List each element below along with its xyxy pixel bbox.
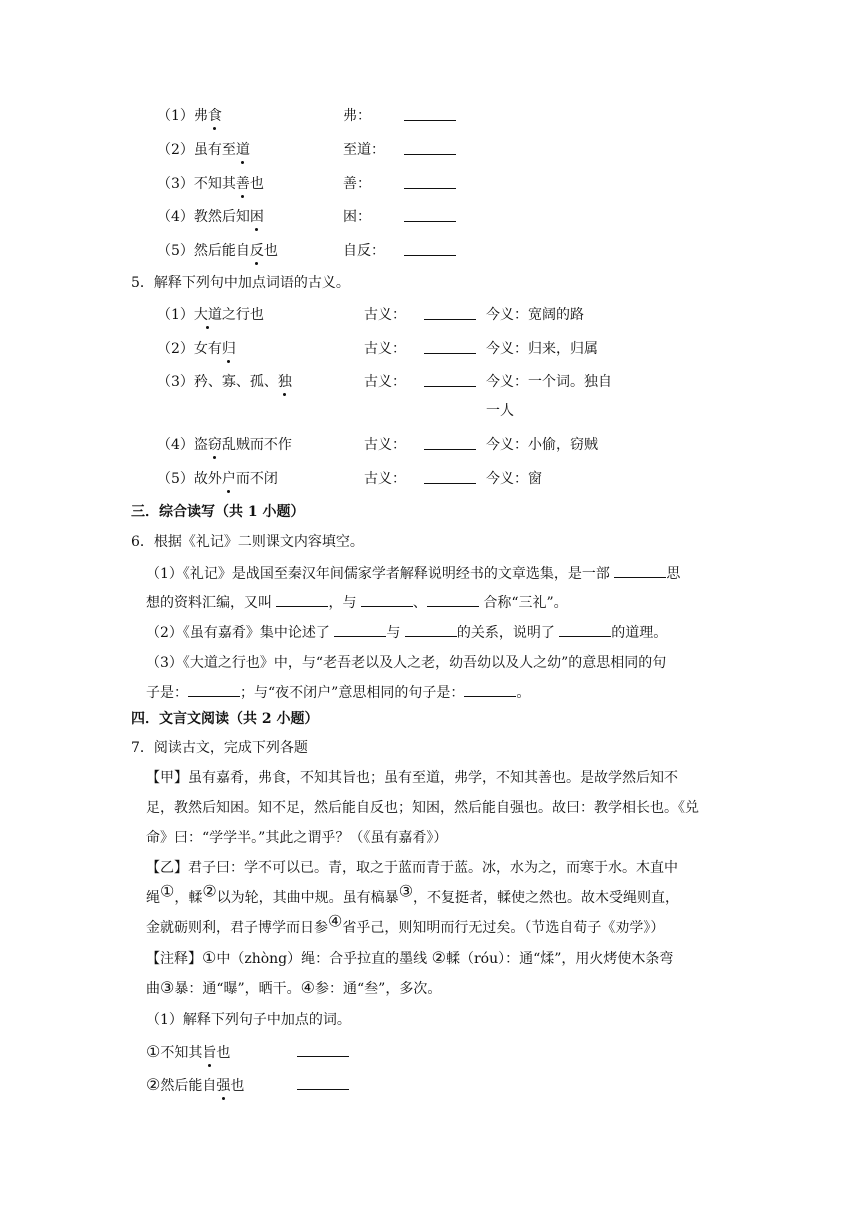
item-text: 女有	[193, 341, 222, 357]
item-text: 弗	[193, 108, 208, 124]
item-num: （2）	[157, 341, 194, 357]
jin-meaning: 今义：一个词。独自	[486, 374, 612, 390]
q6-title: 6．根据《礼记》二则课文内容填空。	[131, 534, 364, 550]
gu-label: 古义：	[364, 437, 406, 453]
q6-part1-line2: 想的资料汇编，又叫 ，与 、 合称“三礼”。	[146, 592, 568, 613]
jin-meaning: 今义：窗	[486, 471, 542, 487]
q5-item-2	[157, 339, 236, 359]
section-heading: 三．综合读写（共 1 小题）	[131, 504, 305, 520]
note-marker: ①	[160, 881, 175, 901]
item-num: （4）	[157, 209, 194, 225]
q4-word-4: 困：	[343, 209, 371, 225]
answer-blank[interactable]	[614, 563, 666, 578]
jin-meaning: 今义：宽阔的路	[486, 307, 584, 323]
answer-blank[interactable]	[188, 682, 240, 697]
answer-blank[interactable]	[424, 339, 476, 354]
item-num: （3）	[157, 374, 194, 390]
jin-meaning: 今义：小偷，窃贼	[486, 437, 598, 453]
dotted-word: 窃	[207, 437, 222, 453]
q4-word-2: 至道：	[343, 142, 385, 158]
item-text: 矜、寡、孤、	[193, 374, 278, 390]
passage-jia-line1: 【甲】虽有嘉肴，弗食，不知其旨也；虽有至道，弗学，不知其善也。是故学然后知不	[146, 770, 678, 786]
item-text: 故外	[193, 471, 222, 487]
note-marker: ①	[202, 948, 217, 967]
sub-question-1: （1）解释下列句子中加点的词。	[146, 1012, 351, 1028]
passage-jia-line3: 命》曰：“学学半。”其此之谓乎？（《虽有嘉肴》）	[146, 830, 448, 846]
q5-item-4	[157, 435, 292, 455]
item-num: （2）	[157, 142, 194, 158]
answer-blank[interactable]	[297, 1075, 349, 1090]
notes-line2: 曲③暴：通“曝”，晒干。④参：通“叁”，多次。	[146, 978, 442, 997]
dotted-word: 食	[207, 108, 222, 124]
item-num: （3）	[157, 176, 194, 192]
item-num: （1）	[157, 108, 194, 124]
q7-item-1: ①不知其旨也	[146, 1042, 231, 1061]
item-num: （5）	[157, 243, 194, 259]
answer-blank[interactable]	[405, 622, 457, 637]
answer-blank[interactable]	[334, 622, 386, 637]
item-text: 盗	[193, 437, 208, 453]
note-marker: ④	[328, 911, 343, 931]
passage-jia-line2: 足，教然后知困。知不足，然后能自反也；知困，然后能自强也。故曰：教学相长也。《兑	[146, 800, 699, 816]
q7-title: 7．阅读古文，完成下列各题	[131, 740, 308, 756]
answer-blank[interactable]	[404, 140, 456, 155]
notes-line1: 【注释】①中（zhòng）绳：合乎拉直的墨线 ②輮（róu）：通“煣”，用火烤使木条弯	[146, 948, 674, 967]
note-marker: ③	[398, 881, 414, 901]
note-marker: ②	[202, 881, 217, 901]
answer-blank[interactable]	[424, 435, 476, 450]
dotted-word: 道	[235, 142, 250, 158]
answer-blank[interactable]	[404, 174, 456, 189]
q4-item-3	[157, 174, 264, 194]
q5-item-1	[157, 305, 264, 325]
answer-blank[interactable]	[297, 1042, 349, 1057]
dotted-word: 强	[216, 1078, 231, 1094]
q4-word-1: 弗：	[343, 108, 371, 124]
item-text-post: 而不闭	[235, 471, 278, 487]
section-heading: 四．文言文阅读（共 2 小题）	[131, 711, 319, 727]
q6-part3-line1: （3）《大道之行也》中，与“老吾老以及人之老，幼吾幼以及人之幼”的意思相同的句	[146, 655, 667, 671]
dotted-word: 户	[221, 471, 236, 487]
dotted-word: 旨	[202, 1045, 217, 1061]
item-text: 然后能自	[193, 243, 250, 259]
item-text-post: 也	[249, 176, 264, 192]
note-marker: ②	[431, 948, 446, 967]
gu-label: 古义：	[364, 374, 406, 390]
item-num: （1）	[157, 307, 194, 323]
item-text-post: 也	[263, 243, 278, 259]
dotted-word: 大道	[193, 307, 222, 323]
answer-blank[interactable]	[404, 106, 456, 121]
dotted-word: 反	[249, 243, 264, 259]
passage-yi-line1: 【乙】君子曰：学不可以已。青，取之于蓝而青于蓝。冰，水为之，而寒于水。木直中	[146, 860, 678, 876]
jin-meaning-cont: 一人	[486, 403, 514, 419]
item-text: 虽有至	[193, 142, 236, 158]
answer-blank[interactable]	[427, 592, 479, 607]
q4-item-5	[157, 241, 278, 261]
q4-item-1	[157, 106, 222, 126]
answer-blank[interactable]	[464, 682, 516, 697]
answer-blank[interactable]	[361, 592, 413, 607]
answer-blank[interactable]	[404, 241, 456, 256]
item-num: （5）	[157, 471, 194, 487]
answer-blank[interactable]	[424, 469, 476, 484]
q4-item-4	[157, 207, 264, 227]
dotted-word: 归	[221, 341, 236, 357]
answer-blank[interactable]	[559, 622, 611, 637]
q4-word-5: 自反：	[343, 243, 385, 259]
q4-item-2	[157, 140, 250, 160]
item-text: 不知其	[193, 176, 236, 192]
item-text-post: 之行也	[221, 307, 264, 323]
gu-label: 古义：	[364, 341, 406, 357]
gu-label: 古义：	[364, 307, 406, 323]
passage-yi-line3: 金就砺则利，君子博学而日参④省乎己，则知明而行无过矣。（节选自荀子《劝学》）	[146, 911, 665, 936]
item-text: 教然后知	[193, 209, 250, 225]
q5-title: 5．解释下列句中加点词语的古义。	[131, 275, 350, 291]
dotted-word: 独	[277, 374, 292, 390]
q4-word-3: 善：	[343, 176, 371, 192]
note-marker: ④	[300, 978, 316, 997]
dotted-word: 困	[249, 209, 264, 225]
answer-blank[interactable]	[404, 207, 456, 222]
q7-item-2: ②然后能自强也	[146, 1075, 245, 1094]
dotted-word: 善	[235, 176, 250, 192]
item-num: （4）	[157, 437, 194, 453]
note-marker: ③	[160, 978, 175, 997]
q6-part1-line1: （1）《礼记》是战国至秦汉年间儒家学者解释说明经书的文章选集，是一部 思	[146, 563, 680, 584]
answer-blank[interactable]	[424, 372, 476, 387]
passage-yi-line2: 绳①，輮②以为轮，其曲中规。虽有槁暴③，不复挺者，輮使之然也。故木受绳则直，	[146, 881, 680, 906]
q6-part3-line2: 子是： ；与“夜不闭户”意思相同的句子是： 。	[146, 682, 530, 703]
q6-part2: （2）《虽有嘉肴》集中论述了 与 的关系，说明了 的道理。	[146, 622, 667, 643]
item-text-post: 乱贼而不作	[221, 437, 292, 453]
answer-blank[interactable]	[424, 305, 476, 320]
q5-item-5	[157, 469, 278, 489]
jin-meaning: 今义：归来，归属	[486, 341, 598, 357]
q5-item-3	[157, 372, 292, 392]
gu-label: 古义：	[364, 471, 406, 487]
answer-blank[interactable]	[276, 592, 328, 607]
